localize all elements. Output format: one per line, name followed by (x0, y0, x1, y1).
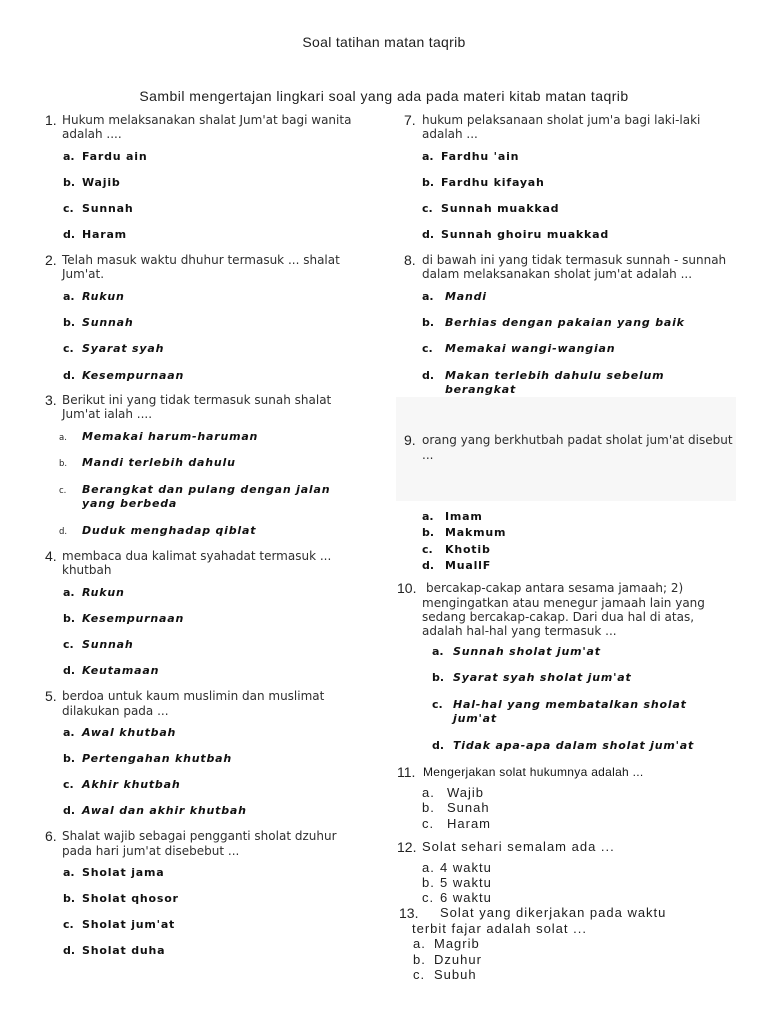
option-letter: c. (59, 486, 67, 496)
question-10-text: bercakap-cakap antara sesama jamaah; 2) (426, 581, 684, 595)
question-7-option-a (422, 149, 519, 163)
question-3-text: Berikut ini yang tidak termasuk sunah shalat (62, 393, 332, 407)
question-3-option-d (59, 523, 256, 537)
option-text: Syarat syah sholat jum'at (453, 671, 632, 684)
option-letter: a. (413, 936, 426, 951)
option-text: Makan terlebih dahulu sebelum (445, 369, 665, 382)
option-letter: d. (422, 559, 435, 572)
question-3-option-c (59, 482, 330, 496)
option-text: Kesempurnaan (82, 369, 185, 382)
question-11-option-c (422, 817, 491, 831)
question-6-option-a (63, 865, 164, 879)
option-text: Sunnah (82, 202, 134, 215)
question-12-option-b (422, 876, 492, 890)
question-10-text: sedang bercakap-cakap. Dari dua hal di atas, (422, 610, 695, 624)
question-7-number: 7. (404, 112, 416, 128)
option-letter: a. (422, 860, 435, 875)
option-text: Fardhu 'ain (441, 150, 520, 163)
question-7-option-d (422, 227, 609, 241)
question-12-option-a (422, 861, 492, 875)
question-10-option-d (432, 738, 694, 752)
question-13-option-b (413, 953, 482, 967)
option-text: Tidak apa-apa dalam sholat jum'at (453, 739, 695, 752)
question-10-text: adalah hal-hal yang termasuk ... (422, 624, 617, 638)
question-9-option-d (422, 558, 491, 572)
question-1-number: 1. (45, 112, 57, 128)
option-letter: a. (63, 586, 75, 599)
option-letter: c. (422, 202, 433, 215)
option-letter: a. (422, 150, 434, 163)
option-letter: b. (63, 176, 76, 189)
option-text: Berhias dengan pakaian yang baik (445, 316, 685, 329)
option-text: Rukun (82, 290, 125, 303)
option-letter: c. (422, 890, 435, 905)
option-letter: a. (63, 726, 75, 739)
option-letter: d. (59, 527, 68, 537)
question-11-option-a (422, 786, 484, 800)
question-11-text: Mengerjakan solat hukumnya adalah ... (423, 765, 644, 779)
option-letter: b. (59, 459, 68, 469)
question-3-option-b (59, 455, 236, 469)
question-13-text: terbit fajar adalah solat ... (412, 921, 587, 936)
option-letter: c. (63, 918, 74, 931)
question-6-text: pada hari jum'at disebebut ... (62, 844, 240, 858)
option-letter: c. (413, 967, 426, 982)
option-text: Mandi terlebih dahulu (82, 456, 236, 469)
instruction-text: Sambil mengertajan lingkari soal yang ada pada materi kitab matan taqrib (139, 88, 629, 104)
question-9-option-c (422, 542, 491, 556)
option-text: Kesempurnaan (82, 612, 185, 625)
option-letter: d. (422, 228, 435, 241)
page-title: Soal tatihan matan taqrib (302, 34, 466, 50)
option-text: Memakai harum-haruman (82, 430, 259, 443)
option-text: Sholat jama (82, 866, 165, 879)
option-text-continuation: berangkat (445, 383, 517, 396)
option-letter: d. (422, 369, 435, 382)
option-letter: a. (59, 433, 67, 443)
question-5-text: dilakukan pada ... (62, 704, 169, 718)
option-text: Wajib (447, 785, 485, 800)
option-letter: d. (63, 664, 76, 677)
option-letter: a. (422, 785, 435, 800)
option-text: MuallF (445, 559, 492, 572)
option-letter: d. (63, 804, 76, 817)
question-5-option-b (63, 751, 232, 765)
option-letter: d. (63, 944, 76, 957)
option-text: 6 waktu (440, 890, 492, 905)
question-10-text: mengingatkan atau menegur jamaah lain yang (422, 596, 705, 610)
question-10-option-b (432, 670, 632, 684)
option-text: Mandi (445, 290, 487, 303)
option-text: Duduk menghadap qiblat (82, 524, 257, 537)
question-4-number: 4. (45, 548, 57, 564)
option-text: Sunnah muakkad (441, 202, 560, 215)
option-letter: c. (63, 342, 74, 355)
option-text: Khotib (445, 543, 491, 556)
option-letter: b. (63, 892, 76, 905)
question-6-option-c (63, 917, 175, 931)
question-8-option-d (422, 368, 664, 382)
option-letter: d. (432, 739, 445, 752)
question-6-number: 6. (45, 828, 57, 844)
option-text: Akhir khutbah (82, 778, 181, 791)
question-2-option-c (63, 341, 164, 355)
option-text-continuation: yang berbeda (82, 497, 178, 510)
option-text: Imam (445, 510, 483, 523)
option-text: Dzuhur (434, 952, 482, 967)
option-text: Pertengahan khutbah (82, 752, 232, 765)
option-text: Sholat duha (82, 944, 166, 957)
option-letter: b. (422, 800, 435, 815)
option-letter: a. (422, 510, 434, 523)
option-text: Sholat qhosor (82, 892, 179, 905)
option-letter: b. (432, 671, 445, 684)
option-letter: b. (422, 316, 435, 329)
question-8-text: dalam melaksanakan sholat jum'at adalah ... (422, 267, 693, 281)
option-text: Sunnah (82, 316, 134, 329)
option-letter: b. (422, 526, 435, 539)
question-8-option-b (422, 315, 685, 329)
option-text: 5 waktu (440, 875, 492, 890)
question-6-option-d (63, 943, 165, 957)
question-9-text: orang yang berkhutbah padat sholat jum'at disebut (422, 433, 733, 447)
option-text: Haram (447, 816, 492, 831)
option-letter: a. (63, 150, 75, 163)
option-letter: d. (63, 228, 76, 241)
option-letter: a. (432, 645, 444, 658)
question-10-option-a (432, 644, 601, 658)
option-text: Berangkat dan pulang dengan jalan (82, 483, 331, 496)
question-5-option-c (63, 777, 180, 791)
option-letter: c. (422, 543, 433, 556)
option-letter: d. (63, 369, 76, 382)
option-letter: b. (63, 612, 76, 625)
option-text: Syarat syah (82, 342, 165, 355)
option-text: Makmum (445, 526, 507, 539)
option-text: Sunnah sholat jum'at (453, 645, 601, 658)
question-2-option-d (63, 368, 184, 382)
question-5-text: berdoa untuk kaum muslimin dan muslimat (62, 689, 325, 703)
question-10-number: 10. (397, 580, 417, 596)
option-letter: b. (63, 752, 76, 765)
option-letter: b. (413, 952, 426, 967)
question-11-number: 11. (397, 764, 416, 780)
question-9-text: ... (422, 448, 434, 462)
question-4-option-a (63, 585, 125, 599)
question-9-number: 9. (404, 432, 416, 448)
question-8-number: 8. (404, 252, 416, 268)
question-7-option-c (422, 201, 559, 215)
question-1-text: Hukum melaksanakan shalat Jum'at bagi wanita (62, 113, 352, 127)
question-4-text: khutbah (62, 563, 112, 577)
question-12-text: Solat sehari semalam ada ... (422, 839, 615, 854)
option-text: Subuh (434, 967, 477, 982)
question-4-option-d (63, 663, 159, 677)
option-text: Awal khutbah (82, 726, 177, 739)
question-4-option-b (63, 611, 184, 625)
option-letter: c. (63, 638, 74, 651)
question-1-option-c (63, 201, 133, 215)
question-10-option-c (432, 697, 687, 711)
option-text: Memakai wangi-wangian (445, 342, 616, 355)
option-text: Awal dan akhir khutbah (82, 804, 247, 817)
question-5-option-a (63, 725, 176, 739)
question-1-text: adalah .... (62, 127, 122, 141)
option-text: Haram (82, 228, 127, 241)
question-5-number: 5. (45, 688, 57, 704)
question-7-option-b (422, 175, 545, 189)
question-2-text: Telah masuk waktu dhuhur termasuk ... shalat (62, 253, 340, 267)
option-text: Fardu ain (82, 150, 148, 163)
question-6-option-b (63, 891, 179, 905)
option-letter: b. (63, 316, 76, 329)
option-text: Rukun (82, 586, 125, 599)
question-4-text: membaca dua kalimat syahadat termasuk ... (62, 549, 332, 563)
question-1-option-d (63, 227, 127, 241)
question-13-number: 13. (399, 905, 419, 921)
option-text: Sunnah ghoiru muakkad (441, 228, 610, 241)
question-9-option-a (422, 509, 483, 523)
option-letter: b. (422, 176, 435, 189)
question-2-option-a (63, 289, 125, 303)
option-text: Wajib (82, 176, 121, 189)
option-letter: c. (432, 698, 443, 711)
option-letter: c. (63, 202, 74, 215)
question-13-text: Solat yang dikerjakan pada waktu (440, 905, 667, 920)
question-5-option-d (63, 803, 247, 817)
question-12-option-c (422, 891, 492, 905)
question-2-number: 2. (45, 252, 57, 268)
option-letter: b. (422, 875, 435, 890)
question-2-option-b (63, 315, 133, 329)
option-text: Hal-hal yang membatalkan sholat (453, 698, 687, 711)
question-12-number: 12. (397, 839, 417, 855)
option-text: Sunah (447, 800, 490, 815)
question-3-text: Jum'at ialah .... (62, 407, 153, 421)
question-13-option-a (413, 937, 480, 951)
question-1-option-b (63, 175, 121, 189)
question-8-option-c (422, 341, 615, 355)
question-1-option-a (63, 149, 147, 163)
question-3-option-a (59, 429, 258, 443)
question-9-option-b (422, 525, 506, 539)
option-letter: c. (422, 342, 433, 355)
shaded-region (396, 397, 736, 501)
option-text: Sholat jum'at (82, 918, 176, 931)
question-13-option-c (413, 968, 477, 982)
option-text-continuation: jum'at (453, 712, 497, 725)
question-8-option-a (422, 289, 487, 303)
question-2-text: Jum'at. (62, 267, 105, 281)
question-11-option-b (422, 801, 490, 815)
option-letter: c. (63, 778, 74, 791)
question-4-option-c (63, 637, 133, 651)
question-6-text: Shalat wajib sebagai pengganti sholat dzuhur (62, 829, 337, 843)
option-text: 4 waktu (440, 860, 492, 875)
option-text: Keutamaan (82, 664, 160, 677)
option-text: Magrib (434, 936, 480, 951)
question-8-text: di bawah ini yang tidak termasuk sunnah - sunnah (422, 253, 727, 267)
question-7-text: hukum pelaksanaan sholat jum'a bagi laki-laki (422, 113, 701, 127)
option-letter: a. (63, 290, 75, 303)
option-letter: a. (422, 290, 434, 303)
option-letter: a. (63, 866, 75, 879)
option-text: Fardhu kifayah (441, 176, 545, 189)
question-7-text: adalah ... (422, 127, 478, 141)
option-letter: c. (422, 816, 435, 831)
option-text: Sunnah (82, 638, 134, 651)
question-3-number: 3. (45, 392, 57, 408)
